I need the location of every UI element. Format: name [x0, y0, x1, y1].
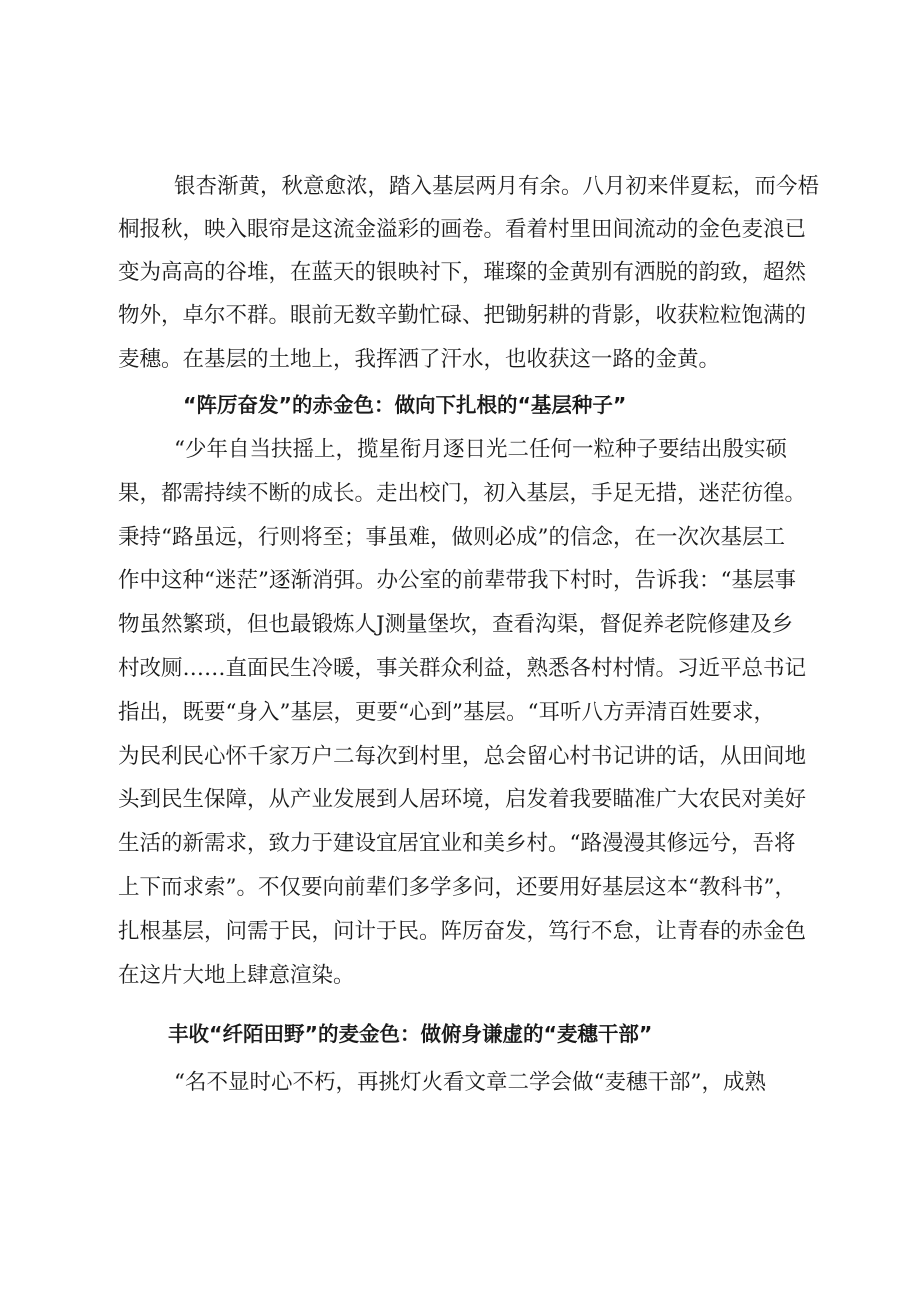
paragraph-2-line-4: 作中这种“迷茫”逐渐消弭。办公室的前辈带我下村时，告诉我：“基层事 [118, 568, 796, 593]
paragraph-1-line-4: 物外，卓尔不群。眼前无数辛勤忙碌、把锄躬耕的背影，收获粒粒饱满的 [118, 303, 807, 328]
paragraph-1-line-2: 桐报秋，映入眼帘是这流金溢彩的画卷。看着村里田间流动的金色麦浪已 [118, 217, 807, 242]
paragraph-2-line-3: 秉持“路虽远，行则将至；事虽难，做则必成”的信念，在一次次基层工 [118, 525, 785, 550]
paragraph-2-line-10: 生活的新需求，致力于建设宜居宜业和美乡村。“路漫漫其修远兮，吾将 [118, 831, 796, 856]
paragraph-2-line-7: 指出，既要“身入”基层，更要“心到”基层。“耳听八方弄清百姓要求， [118, 700, 775, 725]
paragraph-1-line-1: 银杏渐黄，秋意愈浓，踏入基层两月有余。八月初来伴夏耘，而今梧 [174, 174, 820, 199]
section-heading-1: “阵厉奋发”的赤金色：做向下扎根的“基层种子” [183, 393, 627, 417]
paragraph-2-line-9: 头到民生保障，从产业发展到人居环境，启发着我要瞄准广大农民对美好 [118, 787, 807, 812]
paragraph-2-line-2: 果，都需持续不断的成长。走出校门，初入基层，手足无措，迷茫彷徨。 [118, 481, 807, 506]
paragraph-2-line-8: 为民利民心怀千家万户二每次到村里，总会留心村书记讲的话，从田间地 [118, 744, 807, 769]
paragraph-2-line-5: 物虽然繁琐，但也最锻炼人J测量堡坎，查看沟渠，督促养老院修建及乡 [118, 612, 794, 637]
paragraph-1-line-3: 变为高高的谷堆，在蓝天的银映衬下，璀璨的金黄别有洒脱的韵致，超然 [118, 260, 807, 285]
section-heading-2: 丰收“纤陌田野”的麦金色：做俯身谦虚的“麦穗干部” [168, 1022, 653, 1046]
paragraph-2-line-11: 上下而求索”。不仅要向前辈们多学多问，还要用好基层这本“教科书”， [118, 875, 796, 900]
paragraph-3-line-1: “名不显时心不朽，再挑灯火看文章二学会做“麦穗干部”，成熟 [174, 1070, 766, 1095]
paragraph-2-line-12: 扎根基层，问需于民，问计于民。阵厉奋发，笃行不怠，让青春的赤金色 [118, 919, 807, 944]
paragraph-1-line-5: 麦穗。在基层的土地上，我挥洒了汗水，也收获这一路的金黄。 [118, 347, 721, 372]
paragraph-2-line-6: 村改厕……直面民生冷暖，事关群众利益，熟悉各村村情。习近平总书记 [118, 656, 807, 681]
paragraph-2-line-1: “少年自当扶摇上，揽星衔月逐日光二任何一粒种子要结出殷实硕 [174, 437, 787, 462]
paragraph-2-line-13: 在这片大地上肆意渲染。 [118, 963, 355, 988]
